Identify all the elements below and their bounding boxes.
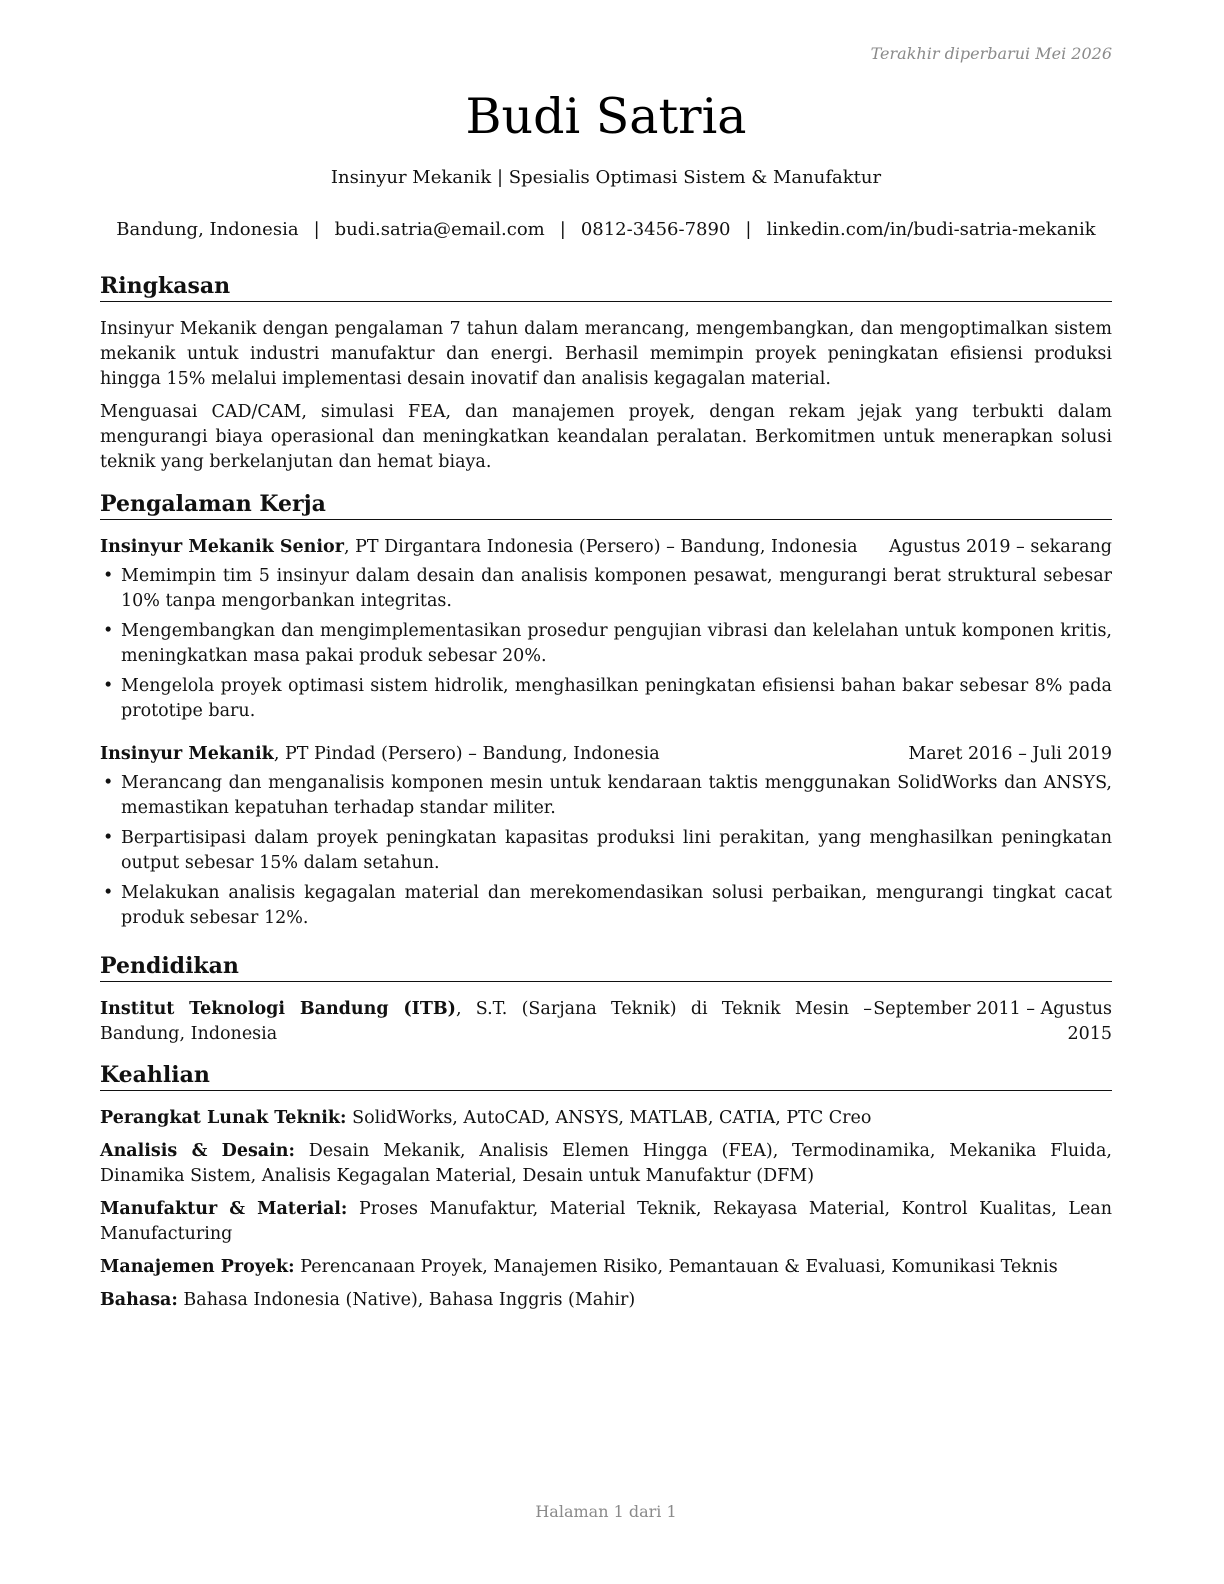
skill-category: Manajemen Proyek: [100, 1257, 295, 1277]
skill-row [100, 1197, 1112, 1247]
skill-row [100, 1106, 1112, 1131]
section-heading-summary: Ringkasan [100, 272, 1112, 302]
skill-values: SolidWorks, AutoCAD, ANSYS, MATLAB, CATIA, PTC Creo [346, 1108, 872, 1128]
contact-line [100, 219, 1112, 240]
contact-separator: | [745, 219, 752, 240]
job-bullet-text: Berpartisipasi dalam proyek peningkatan kapasitas produksi lini perakitan, yang menghasilkan peningkatan output sebesar 15% dalam setahun. [121, 828, 1112, 873]
experience-section [100, 490, 1112, 936]
contact-linkedin-link[interactable]: linkedin.com/in/budi-satria-mekanik [766, 219, 1096, 240]
education-degree-line [100, 997, 872, 1047]
job-bullet-text: Mengembangkan dan mengimplementasikan prosedur pengujian vibrasi dan kelelahan untuk komponen kritis, meningkatkan masa pakai produk sebesar 20%. [121, 621, 1112, 666]
job-bullet [100, 881, 1112, 931]
job-bullet-text: Merancang dan menganalisis komponen mesin untuk kendaraan taktis menggunakan SolidWorks dan ANSYS, memastikan kepatuhan terhadap standar militer. [121, 773, 1112, 818]
contact-separator: | [313, 219, 320, 240]
skill-row [100, 1139, 1112, 1189]
job-role: Insinyur Mekanik Senior [100, 537, 344, 557]
job-bullet [100, 826, 1112, 876]
job-bullet-text: Melakukan analisis kegagalan material dan merekomendasikan solusi perbaikan, mengurangi tingkat cacat produk sebesar 12%. [121, 883, 1112, 928]
summary-paragraph: Insinyur Mekanik dengan pengalaman 7 tahun dalam merancang, mengembangkan, dan mengoptimalkan sistem mekanik untuk industri manufaktur dan energi. Berhasil memimpin proyek peningkatan efisiensi produksi hingga 15% melalui implementasi desain inovatif dan analisis kegagalan material. [100, 319, 1112, 389]
skill-values: Desain Mekanik, Analisis Elemen Hingga (FEA), Termodinamika, Mekanika Fluida, Dinamika Sistem, Analisis Kegagalan Material, Desain untuk Manufaktur (DFM) [100, 1141, 1112, 1186]
candidate-headline: Insinyur Mekanik | Spesialis Optimasi Sistem & Manufaktur [330, 167, 882, 188]
education-dates: September 2011 – Agustus 2015 [873, 999, 1112, 1044]
job-bullet-text: Memimpin tim 5 insinyur dalam desain dan analisis komponen pesawat, mengurangi berat struktural sebesar 10% tanpa mengorbankan integritas. [121, 566, 1112, 611]
job-entry [100, 535, 1112, 724]
job-bullet [100, 564, 1112, 614]
education-section [100, 952, 1112, 1047]
skill-values: Proses Manufaktur, Material Teknik, Rekayasa Material, Kontrol Kualitas, Lean Manufacturing [100, 1199, 1113, 1244]
skill-category: Manufaktur & Material: [100, 1199, 348, 1219]
job-header [100, 742, 1112, 767]
last-updated-note: Terakhir diperbarui Mei 2026 [870, 44, 1112, 63]
job-bullet [100, 771, 1112, 821]
education-entry [100, 997, 1112, 1047]
job-title-line [100, 742, 660, 767]
job-bullet-list [100, 564, 1112, 724]
job-bullet-text: Mengelola proyek optimasi sistem hidrolik, menghasilkan peningkatan efisiensi bahan bakar sebesar 8% pada prototipe baru. [121, 676, 1112, 721]
job-header [100, 535, 1112, 560]
bullet-icon: • [103, 883, 114, 903]
summary-section [100, 272, 1112, 483]
job-dates: Maret 2016 – Juli 2019 [908, 744, 1112, 764]
skill-category: Bahasa: [100, 1290, 178, 1310]
bullet-icon: • [103, 566, 114, 586]
section-heading-education: Pendidikan [100, 952, 1112, 982]
skill-category: Perangkat Lunak Teknik: [100, 1108, 347, 1128]
job-organization: , PT Pindad (Persero) – Bandung, Indonesia [273, 744, 660, 764]
contact-location: Bandung, Indonesia [116, 219, 299, 240]
education-detail: , S.T. (Sarjana Teknik) di Teknik Mesin – Bandung, Indonesia [100, 999, 873, 1044]
job-role: Insinyur Mekanik [100, 744, 274, 764]
job-title-line [100, 535, 858, 560]
bullet-icon: • [103, 828, 114, 848]
summary-paragraph: Menguasai CAD/CAM, simulasi FEA, dan manajemen proyek, dengan rekam jejak yang terbukti dalam mengurangi biaya operasional dan meningkatkan keandalan peralatan. Berkomitmen untuk menerapkan solusi teknik yang berkelanjutan dan hemat biaya. [100, 402, 1112, 472]
job-bullet-list [100, 771, 1112, 931]
skill-row [100, 1288, 1112, 1313]
resume-page [100, 0, 1112, 1584]
contact-phone: 0812-3456-7890 [580, 219, 731, 240]
job-bullet [100, 674, 1112, 724]
education-school: Institut Teknologi Bandung (ITB) [100, 999, 456, 1019]
skill-values: Bahasa Indonesia (Native), Bahasa Inggris (Mahir) [177, 1290, 636, 1310]
page-number-footer: Halaman 1 dari 1 [535, 1502, 677, 1521]
job-dates: Agustus 2019 – sekarang [889, 537, 1112, 557]
bullet-icon: • [103, 676, 114, 696]
contact-separator: | [559, 219, 566, 240]
section-heading-experience: Pengalaman Kerja [100, 490, 1112, 520]
job-bullet [100, 619, 1112, 669]
bullet-icon: • [103, 773, 114, 793]
candidate-name: Budi Satria [465, 88, 747, 145]
section-heading-skills: Keahlian [100, 1061, 1112, 1091]
skills-section [100, 1061, 1112, 1321]
contact-email-link[interactable]: budi.satria@email.com [334, 219, 545, 240]
skill-values: Perencanaan Proyek, Manajemen Risiko, Pemantauan & Evaluasi, Komunikasi Teknis [294, 1257, 1058, 1277]
job-entry [100, 742, 1112, 931]
job-organization: , PT Dirgantara Indonesia (Persero) – Bandung, Indonesia [343, 537, 858, 557]
skill-row [100, 1255, 1112, 1280]
skill-category: Analisis & Desain: [100, 1141, 295, 1161]
bullet-icon: • [103, 621, 114, 641]
